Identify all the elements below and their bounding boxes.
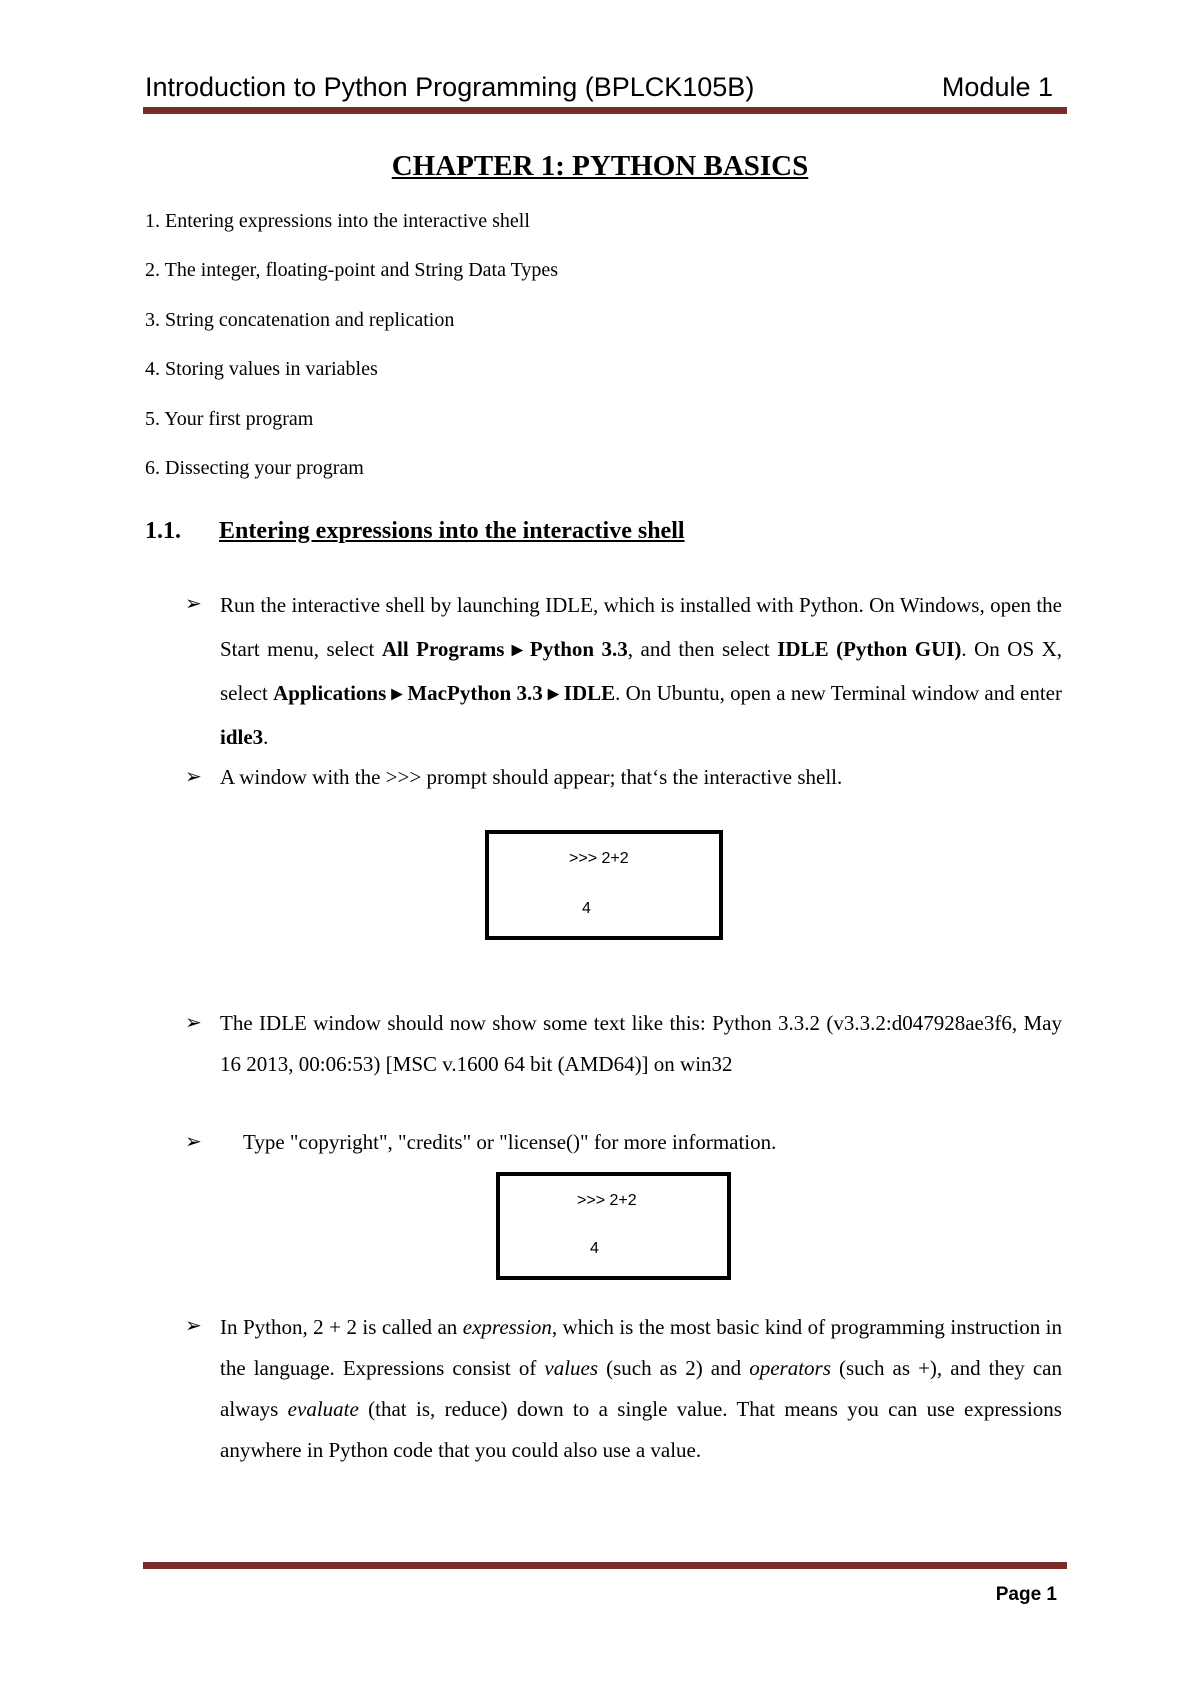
bullet-arrow-icon: ➢ bbox=[185, 1315, 202, 1337]
text-run: . On OS X, select bbox=[220, 637, 1063, 705]
text-run: . bbox=[263, 725, 269, 749]
bullet-text: A window with the >>> prompt should appear; that‘s the interactive shell. bbox=[220, 765, 843, 789]
header-rule bbox=[143, 107, 1067, 114]
menu-path: Applications ▸ MacPython 3.3 ▸ IDLE bbox=[273, 681, 616, 705]
term-expression: expression bbox=[462, 1315, 552, 1339]
bullet-arrow-icon: ➢ bbox=[185, 593, 202, 615]
contents-item: 6. Dissecting your program bbox=[145, 456, 364, 479]
shell-output: 4 bbox=[582, 900, 591, 917]
shell-input: >>> 2+2 bbox=[569, 850, 629, 867]
menu-item: IDLE (Python GUI) bbox=[777, 637, 962, 661]
bullet-launch-idle bbox=[185, 583, 1062, 759]
page-number: Page 1 bbox=[995, 1584, 1057, 1605]
bullet-text: The IDLE window should now show some text like this: Python 3.3.2 (v3.3.2:d047928ae3f6, May 16 2013, 00:06:53) [MSC v.1600 64 bit (AMD64)] on win32 bbox=[220, 1011, 1062, 1076]
shell-example-box bbox=[485, 830, 723, 940]
bullet-expression-definition bbox=[185, 1307, 1062, 1471]
bullet-text bbox=[220, 1307, 1062, 1471]
command-name: idle3 bbox=[220, 725, 264, 749]
term-evaluate: evaluate bbox=[287, 1397, 359, 1421]
text-run: (such as +), and they can always bbox=[220, 1356, 1063, 1421]
shell-input: >>> 2+2 bbox=[577, 1192, 637, 1209]
term-values: values bbox=[544, 1356, 599, 1380]
text-run: , which is the most basic kind of programming instruction in the language. Expressions consist of bbox=[220, 1315, 1062, 1380]
shell-example-box bbox=[496, 1172, 731, 1280]
contents-item: 3. String concatenation and replication bbox=[145, 308, 455, 331]
bullet-arrow-icon: ➢ bbox=[185, 1131, 202, 1153]
bullet-text: Type "copyright", "credits" or "license()" for more information. bbox=[243, 1130, 777, 1154]
header-course-title: Introduction to Python Programming (BPLCK105B) bbox=[145, 72, 755, 102]
text-run: . On Ubuntu, open a new Terminal window and enter bbox=[615, 681, 1062, 705]
text-run: In Python, 2 + 2 is called an bbox=[220, 1315, 463, 1339]
term-operators: operators bbox=[749, 1356, 831, 1380]
footer-rule bbox=[143, 1562, 1067, 1569]
bullet-arrow-icon: ➢ bbox=[185, 1012, 202, 1034]
text-run: (such as 2) and bbox=[598, 1356, 750, 1380]
menu-path: All Programs ▸ Python 3.3 bbox=[381, 637, 628, 661]
contents-item: 5. Your first program bbox=[145, 407, 314, 430]
header-module: Module 1 bbox=[941, 72, 1053, 102]
shell-output: 4 bbox=[590, 1240, 599, 1257]
contents-item: 2. The integer, floating-point and String Data Types bbox=[145, 259, 559, 282]
bullet-type-copyright bbox=[185, 1129, 1062, 1155]
chapter-title: CHAPTER 1: PYTHON BASICS bbox=[391, 150, 809, 182]
text-run: , and then select bbox=[627, 637, 778, 661]
contents-item: 1. Entering expressions into the interactive shell bbox=[145, 210, 530, 232]
bullet-prompt-appears bbox=[185, 764, 1062, 790]
bullet-arrow-icon: ➢ bbox=[185, 766, 202, 788]
bullet-text bbox=[220, 583, 1062, 759]
text-run: (that is, reduce) down to a single value. That means you can use expressions anywhere in Python code that you could also use a value. bbox=[220, 1397, 1062, 1462]
section-number: 1.1. bbox=[145, 518, 181, 544]
section-heading: Entering expressions into the interactive shell bbox=[219, 518, 685, 544]
bullet-idle-version-text bbox=[185, 1003, 1062, 1085]
contents-item: 4. Storing values in variables bbox=[145, 358, 378, 381]
chapter-contents-list bbox=[145, 210, 558, 506]
text-run: Run the interactive shell by launching IDLE, which is installed with Python. On Windows, open the Start menu, select bbox=[220, 593, 1062, 661]
